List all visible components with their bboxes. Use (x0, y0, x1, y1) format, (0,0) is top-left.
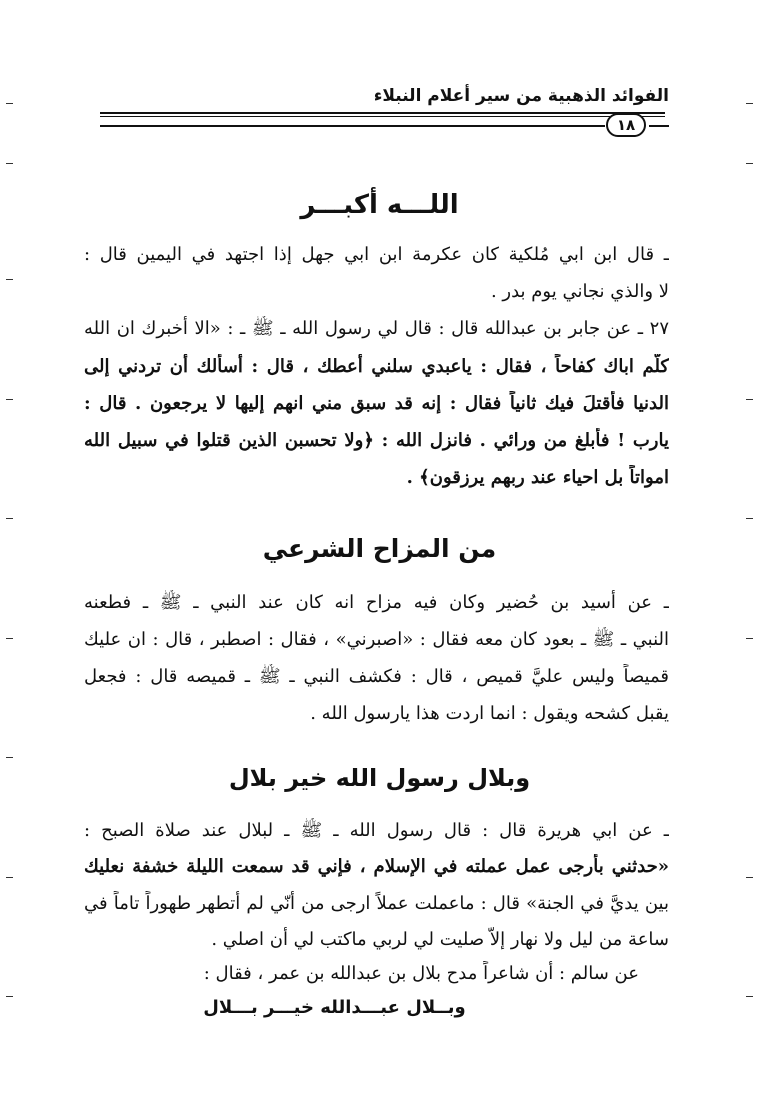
header-rule (100, 116, 665, 117)
margin-tick (6, 877, 13, 878)
page-number-rule (649, 125, 669, 127)
page-number-rule (100, 125, 605, 127)
section-heading: من المزاح الشرعي (262, 534, 497, 563)
text-line: يارب ! فأبلغ من ورائي . فانزل الله : ﴿ولا تحسبن الذين قتلوا في سبيل الله (84, 430, 669, 451)
margin-tick (746, 103, 753, 104)
margin-tick (746, 638, 753, 639)
text-line: الدنيا فأقتلَ فيك ثانياً فقال : إنه قد سبق مني انهم إليها لا يرجعون . قال : (84, 393, 669, 414)
text-line: ـ عن أسيد بن حُضير وكان فيه مزاح انه كان عند النبي ـ ﷺ ـ فطعنه (84, 592, 669, 613)
section-heading: اللـــه أكبـــر (300, 190, 459, 220)
text-line: امواتاً بل احياء عند ربهم يرزقون﴾ . (406, 467, 669, 488)
text-line: قميصاً وليس عليَّ قميص ، قال : فكشف النبي ـ ﷺ ـ قميصه قال : فجعل (84, 666, 669, 687)
text-line: لا والذي نجاني يوم بدر . (490, 281, 669, 302)
text-line: ساعة من ليل ولا نهار إلاَّ صليت لي لربي ماكتب لي أن اصلي . (211, 929, 669, 950)
text-line: كلّم اباك كفاحاً ، فقال : ياعبدي سلني أعطك ، قال : أسألك أن تردني إلى (84, 356, 669, 377)
margin-tick (746, 163, 753, 164)
margin-tick (6, 103, 13, 104)
margin-tick (746, 877, 753, 878)
margin-tick (746, 518, 753, 519)
text-line: ـ قال ابن ابي مُلكية كان عكرمة ابن ابي جهل إذا اجتهد في اليمين قال : (84, 244, 669, 265)
margin-tick (6, 757, 13, 758)
poem-verse: وبــلال عبـــدالله خيـــر بـــلال (203, 997, 466, 1018)
margin-tick (6, 996, 13, 997)
margin-tick (6, 638, 13, 639)
page-number: ١٨ (606, 113, 646, 137)
text-line: النبي ـ ﷺ ـ بعود كان معه فقال : «اصبرني» ، فقال : اصطبر ، قال : ان عليك (84, 629, 669, 650)
margin-tick (6, 163, 13, 164)
text-line: «حدثني بأرجى عمل عملته في الإسلام ، فإني قد سمعت الليلة خشفة نعليك (84, 856, 669, 877)
margin-tick (6, 518, 13, 519)
margin-tick (6, 399, 13, 400)
section-heading: وبلال رسول الله خير بلال (228, 764, 531, 792)
running-title: الفوائد الذهبية من سير أعلام النبلاء (373, 86, 669, 106)
text-line: ـ عن ابي هريرة قال : قال رسول الله ـ ﷺ ـ لبلال عند صلاة الصبح : (84, 820, 669, 841)
header-rule (100, 112, 665, 114)
text-line: عن سالم : أن شاعراً مدح بلال بن عبدالله بن عمر ، فقال : (203, 963, 639, 984)
margin-tick (6, 279, 13, 280)
text-line: ٢٧ ـ عن جابر بن عبدالله قال : قال لي رسول الله ـ ﷺ ـ : «الا أخبرك ان الله (84, 318, 669, 339)
margin-tick (746, 399, 753, 400)
margin-tick (746, 996, 753, 997)
text-line: بين يديَّ في الجنة» قال : ماعملت عملاً ارجى من أنّي لم أتطهر طهوراً تاماً في (84, 893, 669, 914)
text-line: يقبل كشحه ويقول : انما اردت هذا يارسول الله . (310, 703, 669, 724)
